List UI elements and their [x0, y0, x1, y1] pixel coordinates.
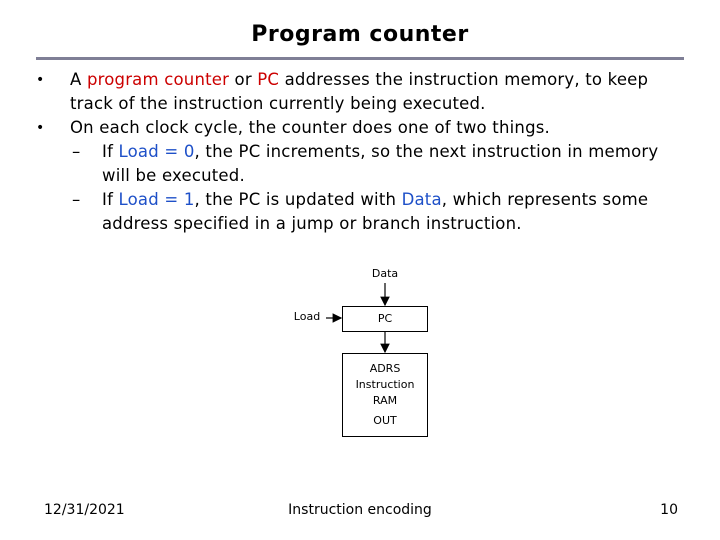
slide-title: Program counter	[251, 22, 469, 47]
sub-1-part-3: , the PC increments, so the next instruction in memory will be executed.	[102, 142, 659, 185]
term-program-counter: program counter	[86, 70, 230, 89]
bullet-1-part-3: or	[229, 70, 258, 89]
footer-date: 12/31/2021	[44, 502, 125, 518]
ram-instruction-label: Instruction	[355, 378, 415, 391]
sub-2-part-5: , which represents some address specified in a jump or branch instruction.	[102, 190, 649, 233]
term-data: Data	[401, 190, 442, 209]
bullet-1-part-1: A	[70, 70, 87, 89]
bullet-dot: •	[36, 72, 45, 88]
sub-bullet-dash: –	[72, 142, 81, 161]
instruction-ram	[342, 353, 428, 437]
sub-bullet-1	[36, 140, 686, 188]
term-load-0: Load = 0	[118, 142, 195, 161]
ram-adrs-label: ADRS	[369, 362, 401, 375]
ram-out-label: OUT	[373, 414, 397, 427]
sub-2-part-1: If	[102, 190, 119, 209]
term-load-1: Load = 1	[118, 190, 195, 209]
pc-register	[342, 306, 428, 332]
footer-title: Instruction encoding	[288, 502, 432, 518]
pc-label: PC	[377, 312, 393, 325]
footer-page-number: 10	[660, 502, 678, 518]
sub-bullet-2	[36, 188, 686, 236]
title-rule	[36, 57, 684, 60]
sub-2-part-3: , the PC is updated with	[194, 190, 402, 209]
bullet-2-text: On each clock cycle, the counter does one of two things.	[70, 118, 550, 137]
bullet-dot: •	[36, 120, 45, 136]
ram-ram-label: RAM	[372, 394, 398, 407]
bullet-list	[36, 68, 686, 236]
bullet-1-part-5: addresses the instruction memory, to keep track of the instruction currently being executed.	[70, 70, 649, 113]
data-label: Data	[371, 267, 399, 280]
bullet-2	[36, 116, 686, 140]
sub-1-part-1: If	[102, 142, 119, 161]
bullet-1	[36, 68, 686, 116]
load-label: Load	[293, 310, 321, 323]
term-pc: PC	[257, 70, 280, 89]
sub-bullet-dash: –	[72, 190, 81, 209]
